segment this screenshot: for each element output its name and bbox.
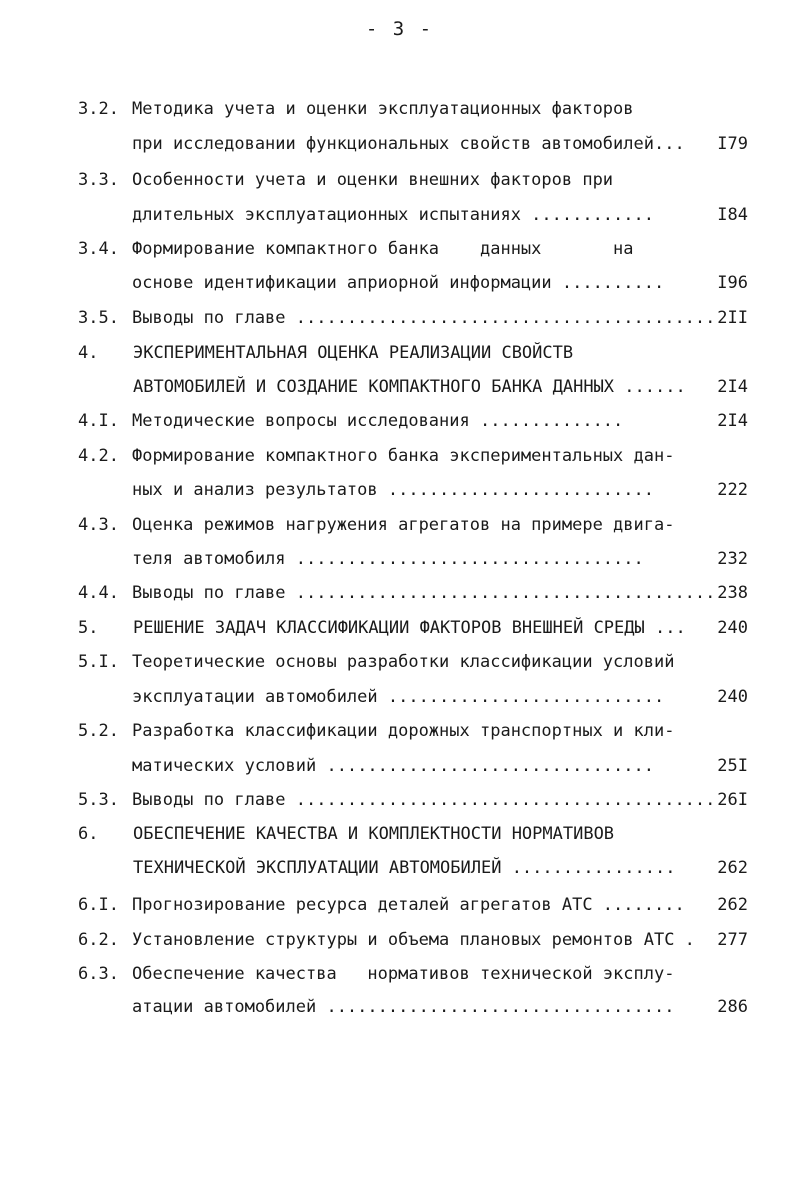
toc-title-cont: ТЕХНИЧЕСКОЙ ЭКСПЛУАТАЦИИ АВТОМОБИЛЕЙ ................ (133, 858, 676, 878)
toc-page: 238 (717, 583, 748, 603)
toc-page: 2II (717, 308, 748, 328)
toc-page: 262 (717, 895, 748, 915)
toc-number: 6. (78, 824, 99, 844)
toc-page: 240 (717, 618, 748, 638)
toc-page: 286 (717, 997, 748, 1017)
toc-entry-3-4-line1 (78, 237, 748, 261)
toc-number: 3.5. (78, 308, 119, 328)
toc-number: 5.3. (78, 790, 119, 810)
toc-page: 232 (717, 549, 748, 569)
toc-entry-5-2-line1 (78, 719, 748, 743)
toc-title-cont: матических условий ................................ (132, 756, 654, 776)
toc-entry-4-3-line1 (78, 513, 748, 537)
toc-entry-3-3-line1 (78, 168, 748, 192)
toc-entry-6-2 (78, 928, 748, 952)
toc-page: 240 (717, 687, 748, 707)
toc-title-cont: АВТОМОБИЛЕЙ И СОЗДАНИЕ КОМПАКТНОГО БАНКА ДАННЫХ ...... (133, 377, 686, 397)
toc-entry-5-2-line2 (78, 754, 748, 778)
toc-title: Выводы по главе ......................................... (132, 308, 716, 328)
toc-title: Обеспечение качества нормативов технической эксплу- (132, 964, 675, 984)
toc-title: Методические вопросы исследования .............. (132, 411, 624, 431)
toc-entry-4-4 (78, 581, 748, 605)
toc-page: I79 (717, 134, 748, 154)
toc-title: РЕШЕНИЕ ЗАДАЧ КЛАССИФИКАЦИИ ФАКТОРОВ ВНЕШНЕЙ СРЕДЫ ... (133, 618, 686, 638)
toc-number: 5.I. (78, 652, 119, 672)
toc-number: 5. (78, 618, 99, 638)
toc-title: Формирование компактного банка экспериментальных дан- (132, 446, 675, 466)
toc-entry-5-3 (78, 788, 748, 812)
toc-page: 25I (717, 756, 748, 776)
toc-entry-4-3-line2 (78, 547, 748, 571)
toc-number: 4. (78, 343, 99, 363)
toc-page: 277 (717, 930, 748, 950)
toc-title: Оценка режимов нагружения агрегатов на примере двига- (132, 515, 675, 535)
toc-number: 4.4. (78, 583, 119, 603)
toc-title: Теоретические основы разработки классификации условий (132, 652, 675, 672)
toc-number: 4.2. (78, 446, 119, 466)
toc-title: Выводы по главе ......................................... (132, 583, 716, 603)
toc-title-cont: эксплуатации автомобилей ........................... (132, 687, 665, 707)
toc-page: I84 (717, 205, 748, 225)
toc-number: 6.2. (78, 930, 119, 950)
toc-entry-6-3-line2 (78, 995, 748, 1019)
toc-chapter-6-line2 (78, 856, 748, 880)
toc-number: 5.2. (78, 721, 119, 741)
toc-entry-5-1-line1 (78, 650, 748, 674)
toc-title: ЭКСПЕРИМЕНТАЛЬНАЯ ОЦЕНКА РЕАЛИЗАЦИИ СВОЙСТВ (133, 343, 574, 363)
toc-chapter-4-line1 (78, 341, 748, 365)
toc-title: ОБЕСПЕЧЕНИЕ КАЧЕСТВА И КОМПЛЕКТНОСТИ НОРМАТИВОВ (133, 824, 615, 844)
toc-chapter-4-line2 (78, 375, 748, 399)
toc-title: Особенности учета и оценки внешних факторов при (132, 170, 614, 190)
toc-title-cont: теля автомобиля .................................. (132, 549, 644, 569)
toc-title-cont: длительных эксплуатационных испытаниях ............ (132, 205, 654, 225)
toc-number: 6.I. (78, 895, 119, 915)
toc-entry-3-4-line2 (78, 271, 748, 295)
toc-chapter-6-line1 (78, 822, 748, 846)
toc-title-cont: при исследовании функциональных свойств автомобилей... (132, 134, 685, 154)
toc-page: 262 (717, 858, 748, 878)
toc-title-cont: ных и анализ результатов .......................... (132, 480, 654, 500)
toc-title: Выводы по главе ......................................... (132, 790, 716, 810)
toc-entry-4-2-line2 (78, 478, 748, 502)
toc-title: Установление структуры и объема плановых ремонтов АТС . (132, 930, 695, 950)
page-number: - 3 - (365, 18, 434, 40)
toc-number: 4.I. (78, 411, 119, 431)
toc-entry-3-2-line2 (78, 132, 748, 156)
toc-entry-3-5 (78, 306, 748, 330)
toc-title: Разработка классификации дорожных транспортных и кли- (132, 721, 675, 741)
toc-entry-3-2-line1 (78, 97, 748, 121)
toc-entry-4-2-line1 (78, 444, 748, 468)
toc-page: 26I (717, 790, 748, 810)
toc-page: 222 (717, 480, 748, 500)
toc-chapter-5 (78, 616, 748, 640)
toc-number: 3.3. (78, 170, 119, 190)
toc-title-cont: основе идентификации априорной информации .......... (132, 273, 665, 293)
toc-entry-6-3-line1 (78, 962, 748, 986)
toc-entry-4-1 (78, 409, 748, 433)
toc-title: Прогнозирование ресурса деталей агрегатов АТС ........ (132, 895, 685, 915)
toc-number: 6.3. (78, 964, 119, 984)
toc-entry-3-3-line2 (78, 203, 748, 227)
toc-title: Методика учета и оценки эксплуатационных факторов (132, 99, 634, 119)
toc-entry-6-1 (78, 893, 748, 917)
toc-number: 3.4. (78, 239, 119, 259)
toc-entry-5-1-line2 (78, 685, 748, 709)
toc-page: 2I4 (717, 377, 748, 397)
toc-title: Формирование компактного банка данных на (132, 239, 634, 259)
toc-number: 4.3. (78, 515, 119, 535)
toc-page: I96 (717, 273, 748, 293)
toc-page: 2I4 (717, 411, 748, 431)
toc-number: 3.2. (78, 99, 119, 119)
toc-title-cont: атации автомобилей .................................. (132, 997, 675, 1017)
